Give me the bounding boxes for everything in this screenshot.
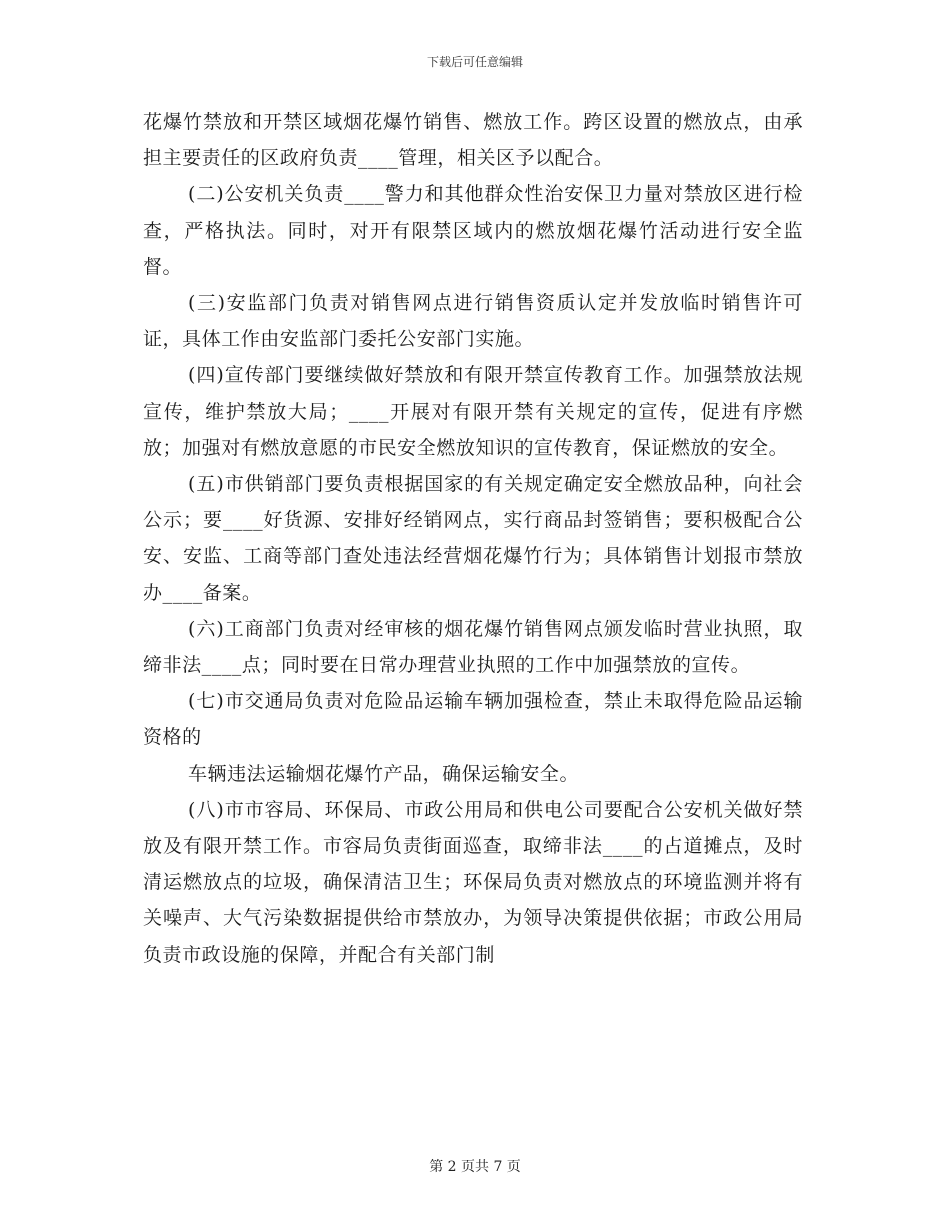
page-number: 第 2 页共 7 页 bbox=[429, 1159, 521, 1175]
paragraph-item-7: (七)市交通局负责对危险品运输车辆加强检查，禁止未取得危险品运输资格的 bbox=[143, 690, 803, 749]
paragraph-continuation: 花爆竹禁放和开禁区域烟花爆竹销售、燃放工作。跨区设置的燃放点，由承担主要责任的区政府负责____管理，相关区予以配合。 bbox=[143, 111, 803, 170]
paragraph-item-8: (八)市市容局、环保局、市政公用局和供电公司要配合公安机关做好禁放及有限开禁工作。市容局负责街面巡查，取缔非法____的占道摊点，及时清运燃放点的垃圾，确保清洁卫生；环保局负责对燃放点的环境监测并将有关噪声、大气污染数据提供给市禁放办，为领导决策提供依据；市政公用局负责市政设施的保障，并配合有关部门制 bbox=[143, 798, 803, 966]
paragraph-item-5: (五)市供销部门要负责根据国家的有关规定确定安全燃放品种，向社会公示；要____好货源、安排好经销网点，实行商品封签销售；要积极配合公安、安监、工商等部门查处违法经营烟花爆竹行为；具体销售计划报市禁放办____备案。 bbox=[143, 473, 803, 604]
paragraph-item-3: (三)安监部门负责对销售网点进行销售资质认定并发放临时销售许可证，具体工作由安监部门委托公安部门实施。 bbox=[143, 292, 803, 351]
paragraph-item-7-continuation: 车辆违法运输烟花爆竹产品，确保运输安全。 bbox=[188, 762, 580, 785]
page-header: 下载后可任意编辑 bbox=[426, 55, 523, 69]
paragraph-item-6: (六)工商部门负责对经审核的烟花爆竹销售网点颁发临时营业执照，取缔非法____点；同时要在日常办理营业执照的工作中加强禁放的宣传。 bbox=[143, 617, 803, 677]
paragraph-item-4: (四)宣传部门要继续做好禁放和有限开禁宣传教育工作。加强禁放法规宣传，维护禁放大局；____开展对有限开禁有关规定的宣传，促进有序燃放；加强对有燃放意愿的市民安全燃放知识的宣传教育，保证燃放的安全。 bbox=[143, 364, 803, 459]
paragraph-item-2: (二)公安机关负责____警力和其他群众性治安保卫力量对禁放区进行检查，严格执法。同时，对开有限禁区域内的燃放烟花爆竹活动进行安全监督。 bbox=[143, 183, 803, 278]
document-body bbox=[143, 104, 803, 973]
